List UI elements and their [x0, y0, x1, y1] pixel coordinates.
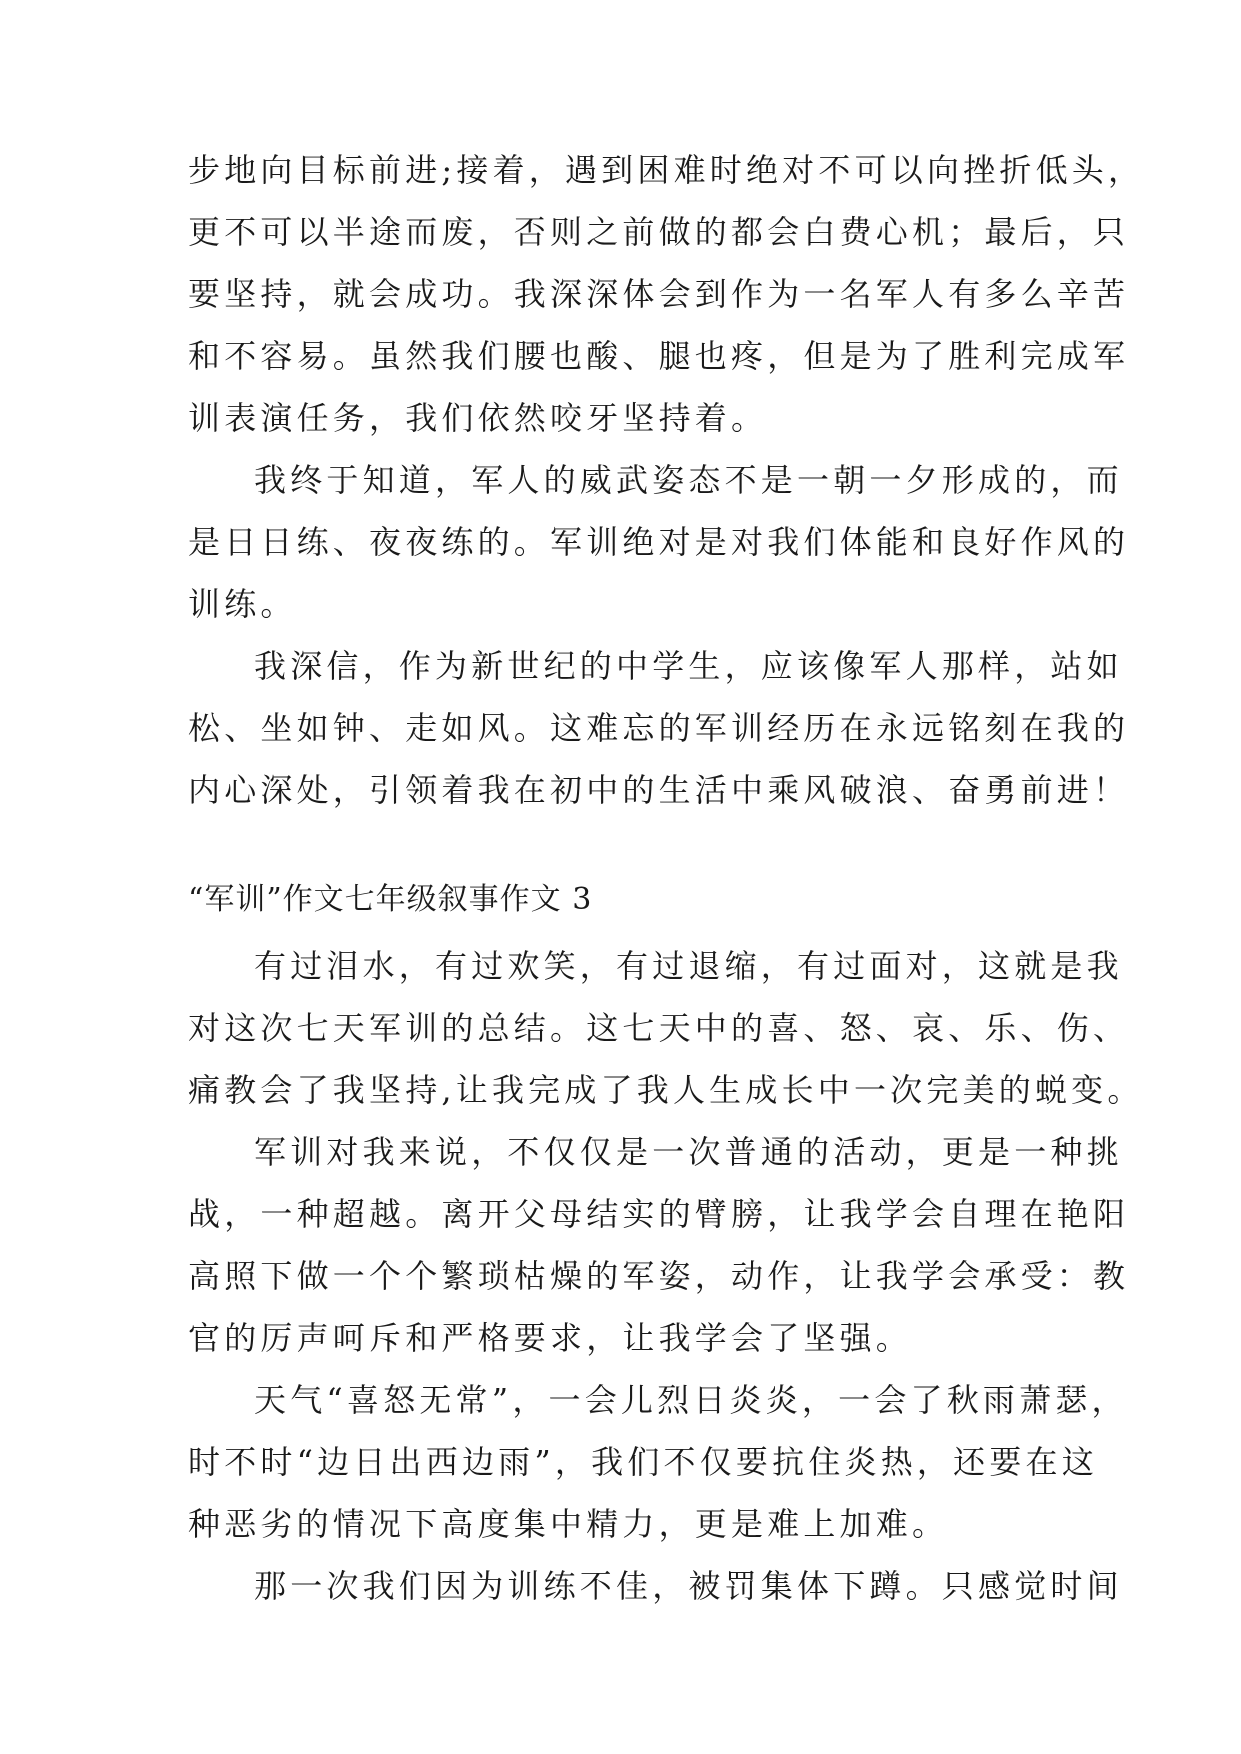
paragraph-line: 时不时“边日出西边雨”，我们不仅要抗住炎热，还要在这: [188, 1443, 1098, 1481]
paragraph-line: 官的厉声呵斥和严格要求，让我学会了坚强。: [188, 1319, 913, 1357]
paragraph-line: 军训对我来说，不仅仅是一次普通的活动，更是一种挑: [254, 1133, 1123, 1171]
paragraph-line: 是日日练、夜夜练的。军训绝对是对我们体能和良好作风的: [188, 523, 1130, 561]
paragraph-line: 更不可以半途而废，否则之前做的都会白费心机；最后，只: [188, 213, 1130, 251]
paragraph-line: 我终于知道，军人的威武姿态不是一朝一夕形成的，而: [254, 461, 1123, 499]
paragraph-line: 那一次我们因为训练不佳，被罚集体下蹲。只感觉时间: [254, 1567, 1123, 1605]
paragraph-line: 训表演任务，我们依然咬牙坚持着。: [188, 399, 768, 437]
paragraph-line: 痛教会了我坚持,让我完成了我人生成长中一次完美的蜕变。: [188, 1071, 1144, 1109]
paragraph-line: 天气“喜怒无常”，一会儿烈日炎炎，一会了秋雨萧瑟，: [254, 1381, 1128, 1419]
paragraph-line: 内心深处，引领着我在初中的生活中乘风破浪、奋勇前进！: [188, 771, 1130, 809]
section-heading: “军训”作文七年级叙事作文 3: [188, 882, 593, 917]
paragraph-line: 对这次七天军训的总结。这七天中的喜、怒、哀、乐、伤、: [188, 1009, 1130, 1047]
paragraph-line: 要坚持，就会成功。我深深体会到作为一名军人有多么辛苦: [188, 275, 1130, 313]
paragraph-line: 我深信，作为新世纪的中学生，应该像军人那样，站如: [254, 647, 1123, 685]
paragraph-line: 松、坐如钟、走如风。这难忘的军训经历在永远铭刻在我的: [188, 709, 1130, 747]
paragraph-line: 种恶劣的情况下高度集中精力，更是难上加难。: [188, 1505, 949, 1543]
paragraph-line: 战，一种超越。离开父母结实的臂膀，让我学会自理在艳阳: [188, 1195, 1130, 1233]
paragraph-line: 训练。: [188, 585, 297, 623]
paragraph-line: 有过泪水，有过欢笑，有过退缩，有过面对，这就是我: [254, 947, 1123, 985]
paragraph-line: 高照下做一个个繁琐枯燥的军姿，动作，让我学会承受：教: [188, 1257, 1130, 1295]
paragraph-line: 和不容易。虽然我们腰也酸、腿也疼，但是为了胜利完成军: [188, 337, 1130, 375]
paragraph-line: 步地向目标前进;接着，遇到困难时绝对不可以向挫折低头，: [188, 151, 1145, 189]
